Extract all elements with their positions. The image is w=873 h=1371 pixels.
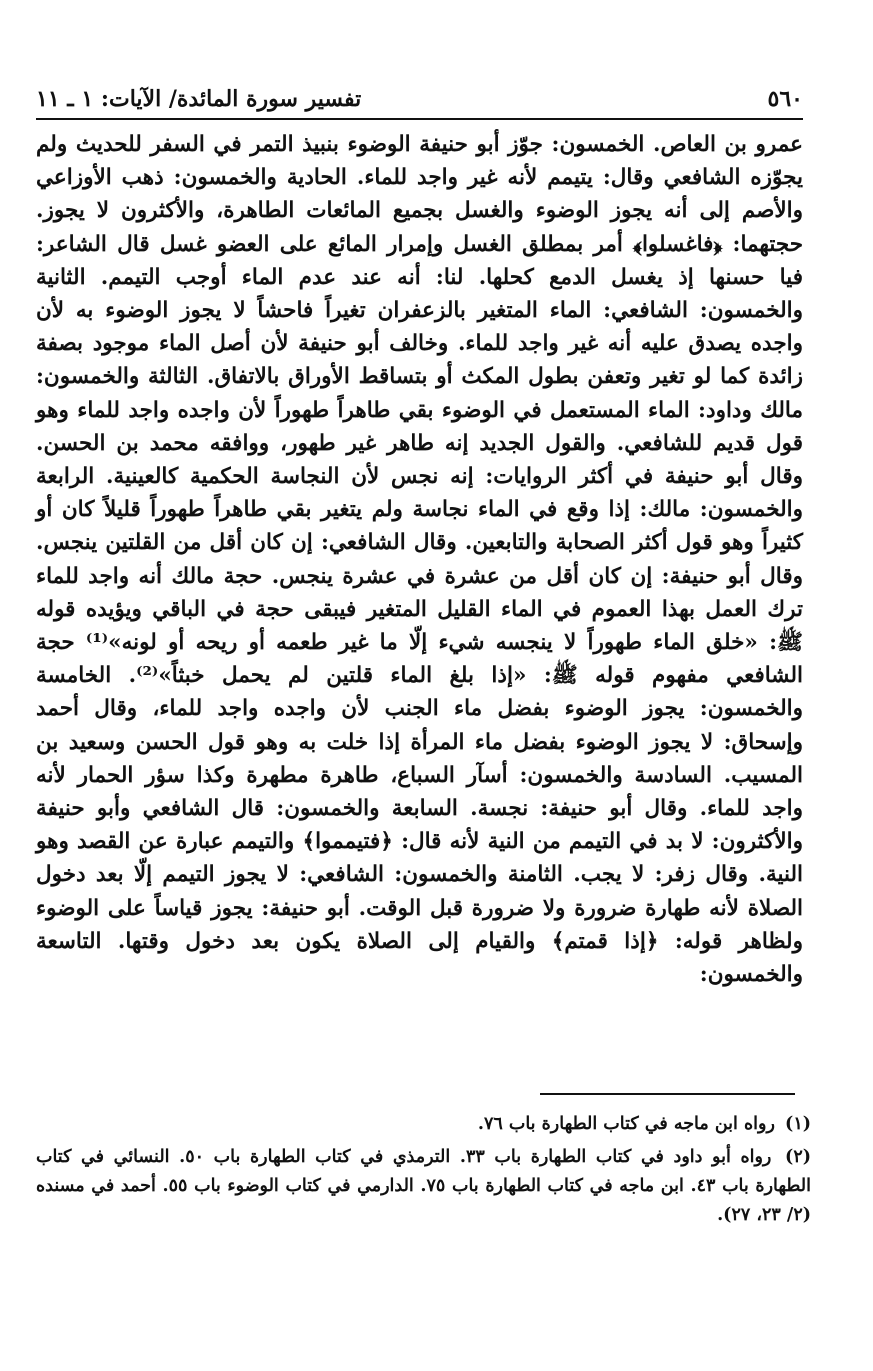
footnote-1-text: رواه ابن ماجه في كتاب الطهارة باب ٧٦. xyxy=(477,1114,775,1134)
header-rule xyxy=(36,118,803,120)
main-text xyxy=(36,128,803,991)
page-number: ٥٦٠ xyxy=(767,86,803,112)
footnotes xyxy=(36,1110,811,1234)
footnote-2-text: رواه أبو داود في كتاب الطهارة باب ٣٣. الترمذي في كتاب الطهارة باب ٥٠. النسائي في كتاب الطهارة باب ٤٣. ابن ماجه في كتاب الطهارة باب ٧٥. الدارمي في كتاب الوضوء باب ٥٥. أحمد في مسنده (٢/ ٢٣، ٢٧). xyxy=(36,1147,811,1225)
running-title: تفسير سورة المائدة/ الآيات: ١ ـ ١١ xyxy=(36,86,362,112)
main-paragraph: عمرو بن العاص. الخمسون: جوّز أبو حنيفة الوضوء بنبيذ التمر في السفر للحديث ولم يجوّزه الشافعي وقال: يتيمم لأنه غير واجد للماء. الحادية والخمسون: ذهب الأوزاعي والأصم إلى أنه يجوز الوضوء والغسل بجميع المائعات الطاهرة، والأكثرون لا يجوز. حجتهما: ﴿فاغسلوا﴾ أمر بمطلق الغسل وإمرار المائع على العضو غسل قال الشاعر: فيا حسنها إذ يغسل الدمع كحلها. لنا: أنه عند عدم الماء أوجب التيمم. الثانية والخمسون: الشافعي: الماء المتغير بالزعفران تغيراً فاحشاً لا يجوز الوضوء به لأن واجده يصدق عليه أنه غير واجد للماء. وخالف أبو حنيفة لأن أصل الماء موجود بصفة زائدة كما لو تغير وتعفن بطول المكث أو بتساقط الأوراق بالاتفاق. الثالثة والخمسون: مالك وداود: الماء المستعمل في الوضوء بقي طاهراً طهوراً لأن واجده واجد للماء وهو قول قديم للشافعي. والقول الجديد إنه طاهر غير طهور، ووافقه محمد بن الحسن. وقال أبو حنيفة في أكثر الروايات: إنه نجس لأن النجاسة الحكمية كالعينية. الرابعة والخمسون: مالك: إذا وقع في الماء نجاسة ولم يتغير بقي طاهراً طهوراً قليلاً كان أو كثيراً وهو قول أكثر الصحابة والتابعين. وقال الشافعي: إن كان أقل من القلتين ينجس. وقال أبو حنيفة: إن كان أقل من عشرة في عشرة ينجس. حجة مالك أنه واجد للماء ترك العمل بهذا العموم في الماء القليل المتغير فيبقى حجة في الباقي ويؤيده قوله ﷺ: «خلق الماء طهوراً لا ينجسه شيء إلّا ما غير طعمه أو ريحه أو لونه»⁽¹⁾ حجة الشافعي مفهوم قوله ﷺ: «إذا بلغ الماء قلتين لم يحمل خبثاً»⁽²⁾. الخامسة والخمسون: يجوز الوضوء بفضل ماء الجنب لأن واجده واجد للماء، وقال أحمد وإسحاق: لا يجوز الوضوء بفضل ماء المرأة إذا خلت به وهو قول الحسن وسعيد بن المسيب. السادسة والخمسون: أسآر السباع، طاهرة مطهرة وكذا سؤر الحمار لأنه واجد للماء. وقال أبو حنيفة: نجسة. السابعة والخمسون: قال الشافعي وأبو حنيفة والأكثرون: لا بد في التيمم من النية لأنه قال: ﴿فتيمموا﴾ والتيمم عبارة عن القصد وهو النية. وقال زفر: لا يجب. الثامنة والخمسون: الشافعي: لا يجوز التيمم إلّا بعد دخول الصلاة لأنه طهارة ضرورة ولا ضرورة قبل الوقت. أبو حنيفة: يجوز قياساً على الوضوء ولظاهر قوله: ﴿إذا قمتم﴾ والقيام إلى الصلاة يكون بعد دخول وقتها. التاسعة والخمسون: xyxy=(36,132,803,988)
footnote-separator xyxy=(540,1093,795,1095)
footnote-2-number: (٢) xyxy=(785,1147,811,1167)
page-header xyxy=(36,78,803,112)
footnote-1-number: (١) xyxy=(785,1114,811,1134)
footnote-2 xyxy=(36,1143,811,1230)
footnote-1 xyxy=(36,1110,811,1139)
